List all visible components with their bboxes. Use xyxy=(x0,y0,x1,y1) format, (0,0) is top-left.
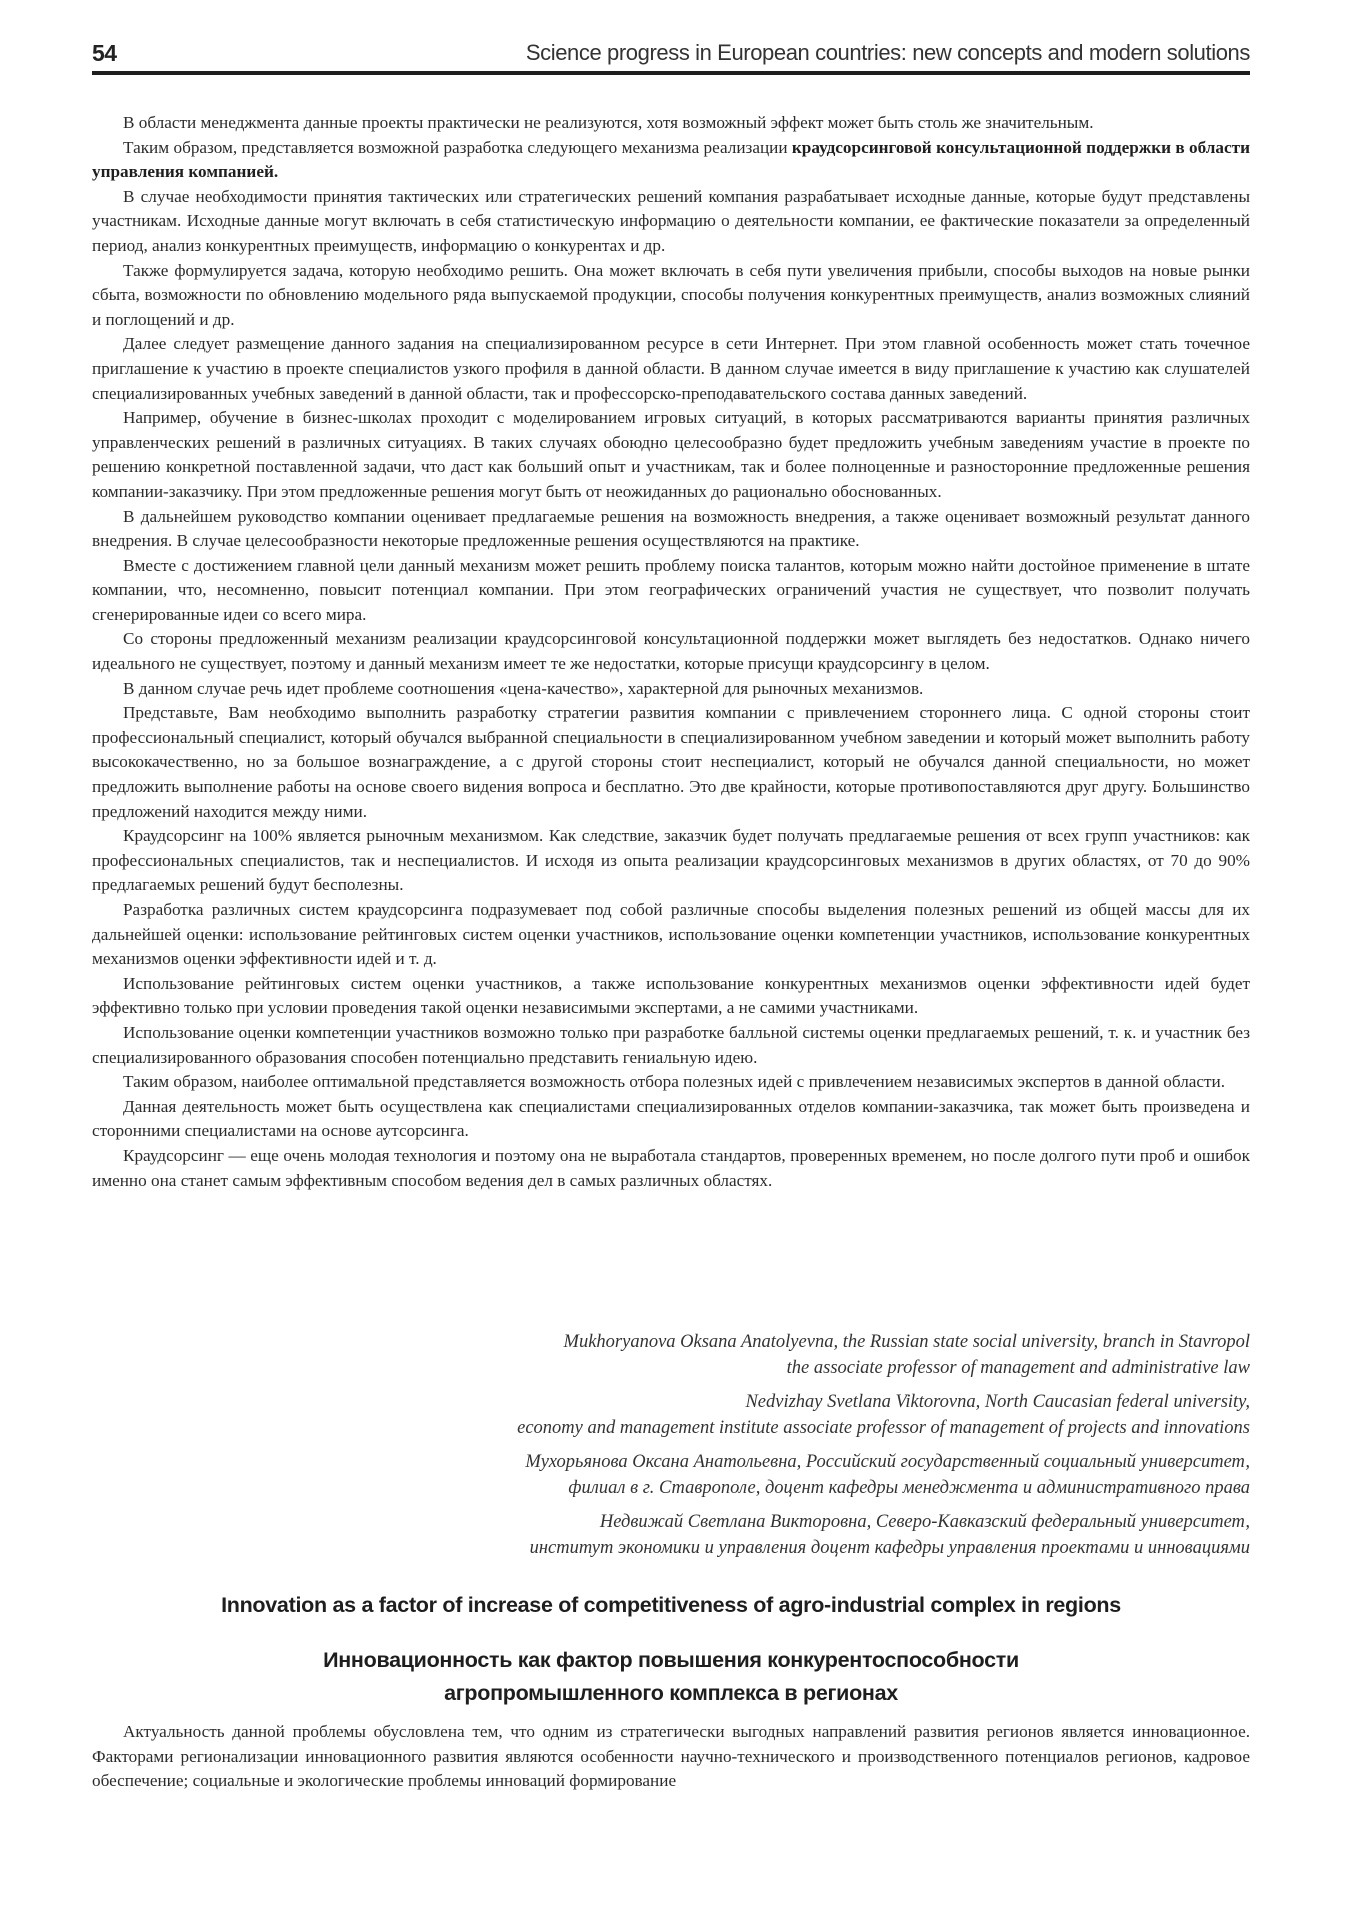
paragraph xyxy=(92,1720,1250,1794)
paragraph-text: Таким образом, представляется возможной разработка следующего механизма реализации xyxy=(123,137,792,157)
page-number: 54 xyxy=(92,40,117,66)
paragraph-text: Далее следует размещение данного задания на специализированном ресурсе в сети Интернет. При этом главной особенность может стать точечное приглашение к участию в проекте специалистов узкого профиля в данной области. В данном случае имеется в виду приглашение к участию как слушателей специализированных учебных заведений в данной области, так и профессорско-преподавательского состава данных заведений. xyxy=(92,334,1250,403)
paragraph xyxy=(92,972,1250,1021)
author-line: Недвижай Светлана Викторовна, Северо-Кавказский федеральный университет, xyxy=(599,1512,1250,1532)
author-line: филиал в г. Ставрополе, доцент кафедры менеджмента и административного права xyxy=(568,1478,1250,1498)
title-line: агропромышленного комплекса в регионах xyxy=(444,1681,898,1705)
article-title-english: Innovation as a factor of increase of competitiveness of agro-industrial complex in regions xyxy=(221,1593,1121,1617)
author-entry xyxy=(92,1449,1250,1501)
paragraph-text: Использование оценки компетенции участников возможно только при разработке балльной системы оценки предлагаемых решений, т. к. и участник без специализированного образования способен потенциально представить гениальную идею. xyxy=(92,1022,1250,1067)
running-header xyxy=(92,40,1250,70)
paragraph xyxy=(92,627,1250,676)
paragraph xyxy=(92,332,1250,406)
paragraph xyxy=(92,1070,1250,1095)
paragraph xyxy=(92,259,1250,333)
paragraph-text: В данном случае речь идет проблеме соотношения «цена-качество», характерной для рыночных механизмов. xyxy=(123,678,924,698)
paragraph-text: Краудсорсинг — еще очень молодая технология и поэтому она не выработала стандартов, проверенных временем, но после долгого пути проб и ошибок именно она станет самым эффективным способом ведения дел в самых различных областях. xyxy=(92,1145,1250,1190)
article2-body xyxy=(92,1720,1250,1794)
author-entry xyxy=(92,1329,1250,1381)
author-line: Мухорьянова Оксана Анатольевна, Российский государственный социальный университет, xyxy=(525,1452,1250,1472)
paragraph-text: В случае необходимости принятия тактических или стратегических решений компания разрабатывает исходные данные, которые будут представлены участникам. Исходные данные могут включать в себя статистическую информацию о деятельности компании, ее фактические показатели за определенный период, анализ конкурентных преимуществ, информацию о конкурентах и др. xyxy=(92,186,1250,255)
paragraph xyxy=(92,1095,1250,1144)
author-line: Mukhoryanova Oksana Anatolyevna, the Russian state social university, branch in Stavropol xyxy=(563,1332,1250,1352)
paragraph-text: В области менеджмента данные проекты практически не реализуются, хотя возможный эффект может быть столь же значительным. xyxy=(123,113,1094,132)
header-rule xyxy=(92,71,1250,75)
author-entry xyxy=(92,1509,1250,1561)
paragraph-text: В дальнейшем руководство компании оценивает предлагаемые решения на возможность внедрения, а также оценивает возможный результат данного внедрения. В случае целесообразности некоторые предложенные решения осуществляются на практике. xyxy=(92,506,1250,551)
paragraph-text: Таким образом, наиболее оптимальной представляется возможность отбора полезных идей с привлечением независимых экспертов в данной области. xyxy=(123,1072,1226,1092)
paragraph-text: Использование рейтинговых систем оценки участников, а также использование конкурентных механизмов оценки эффективности идей будет эффективно только при условии проведения такой оценки независимыми экспертами, а не самими участниками. xyxy=(92,973,1250,1018)
paragraph-text: Со стороны предложенный механизм реализации краудсорсинговой консультационной поддержки может выглядеть без недостатков. Однако ничего идеального не существует, поэтому и данный механизм имеет те же недостатки, которые присущи краудсорсингу в целом. xyxy=(92,629,1250,674)
author-line: институт экономики и управления доцент кафедры управления проектами и инновациями xyxy=(529,1538,1250,1558)
article-body xyxy=(92,111,1250,1193)
paragraph xyxy=(92,406,1250,504)
paragraph xyxy=(92,898,1250,972)
author-affiliations xyxy=(92,1329,1250,1569)
journal-title: Science progress in European countries: new concepts and modern solutions xyxy=(525,40,1250,65)
paragraph-text: Например, обучение в бизнес-школах проходит с моделированием игровых ситуаций, в которых рассматриваются варианты принятия различных управленческих решений в различных ситуациях. В таких случаях обоюдно целесообразно будет предложить учебным заведениям участие в проекте по решению конкретной поставленной задачи, что даст как больший опыт и участникам, так и более полноценные и разносторонние предложенные решения компании-заказчику. При этом предложенные решения могут быть от неожиданных до рационально обоснованных. xyxy=(92,408,1250,501)
paragraph xyxy=(92,824,1250,898)
paragraph xyxy=(92,136,1250,185)
author-line: economy and management institute associate professor of management of projects and innovations xyxy=(517,1418,1250,1438)
paragraph xyxy=(92,677,1250,702)
paragraph xyxy=(92,554,1250,628)
paragraph xyxy=(92,505,1250,554)
paragraph xyxy=(92,111,1250,136)
paragraph-text: Данная деятельность может быть осуществлена как специалистами специализированных отделов компании-заказчика, так может быть произведена и сторонними специалистами на основе аутсорсинга. xyxy=(92,1096,1250,1141)
paragraph xyxy=(92,1021,1250,1070)
paragraph-text: Краудсорсинг на 100% является рыночным механизмом. Как следствие, заказчик будет получать предлагаемые решения от всех групп участников: как профессиональных специалистов, так и неспециалистов. И исходя из опыта реализации краудсорсинговых механизмов в других областях, от 70 до 90% предлагаемых решений будут бесполезны. xyxy=(92,826,1250,895)
title-line: Инновационность как фактор повышения конкурентоспособности xyxy=(323,1648,1019,1672)
paragraph xyxy=(92,1144,1250,1193)
author-entry xyxy=(92,1389,1250,1441)
article-title-russian xyxy=(92,1644,1250,1710)
paragraph-text: Также формулируется задача, которую необходимо решить. Она может включать в себя пути увеличения прибыли, способы выходов на новые рынки сбыта, возможности по обновлению модельного ряда выпускаемой продукции, способы получения конкурентных преимуществ, анализ возможных слияний и поглощений и др. xyxy=(92,260,1250,329)
paragraph xyxy=(92,701,1250,824)
paragraph-text: Актуальность данной проблемы обусловлена тем, что одним из стратегически выгодных направлений развития регионов является инновационное. Факторами регионализации инновационного развития являются особенности научно-технического и производственного потенциалов регионов, кадровое обеспечение; социальные и экологические проблемы инноваций формирование xyxy=(92,1722,1250,1791)
paragraph-text: Вместе с достижением главной цели данный механизм может решить проблему поиска талантов, которым можно найти достойное применение в штате компании, что, несомненно, повысит потенциал компании. При этом географических ограничений участия не существует, что позволит получать сгенерированные идеи со всего мира. xyxy=(92,555,1250,624)
paragraph-text: Разработка различных систем краудсорсинга подразумевает под собой различные способы выделения полезных решений из общей массы для их дальнейшей оценки: использование рейтинговых систем оценки участников, использование оценки компетенции участников, использование конкурентных механизмов оценки эффективности идей и т. д. xyxy=(92,900,1250,969)
author-line: the associate professor of management and administrative law xyxy=(786,1358,1250,1378)
author-line: Nedvizhay Svetlana Viktorovna, North Caucasian federal university, xyxy=(745,1392,1250,1412)
paragraph-bold-text: краудсорсинговой консультационной поддержки в области управления компанией. xyxy=(92,137,1250,182)
paragraph xyxy=(92,185,1250,259)
paragraph-text: Представьте, Вам необходимо выполнить разработку стратегии развития компании с привлечением стороннего лица. С одной стороны стоит профессиональный специалист, который обучался выбранной специальности в специализированном учебном заведении и который может выполнить работу высококачественно, но за большое вознаграждение, а с другой стороны стоит неспециалист, который не обучался данной специальности, но может предложить выполнение работы на основе своего видения вопроса и бесплатно. Это две крайности, которые противопоставляются друг другу. Большинство предложений находится между ними. xyxy=(92,703,1250,821)
